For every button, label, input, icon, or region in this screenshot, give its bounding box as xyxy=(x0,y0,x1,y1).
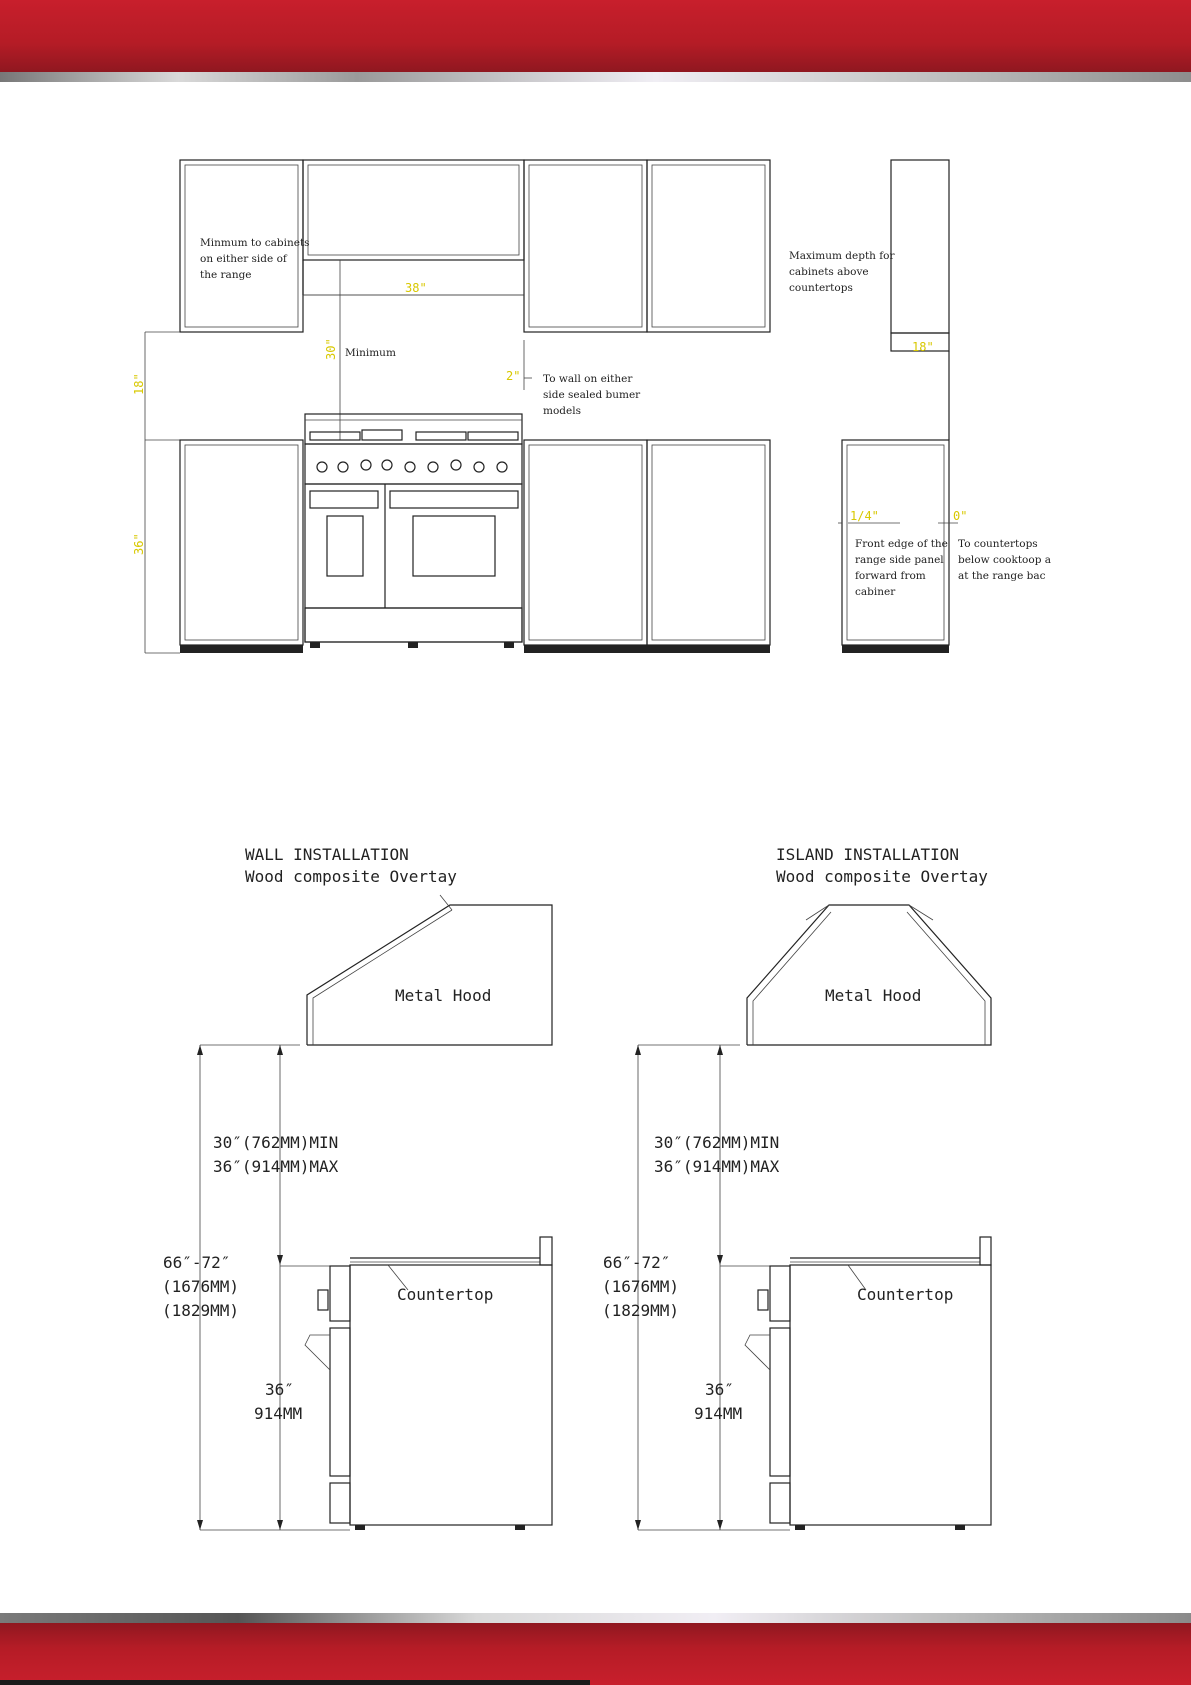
island-total-mm-1: (1676MM) xyxy=(602,1277,680,1296)
island-total-height: 66″-72″ xyxy=(603,1253,671,1272)
wall-subtitle: Wood composite Overtay xyxy=(245,867,457,886)
dim-18: 18" xyxy=(912,340,934,354)
island-gap-min: 30″(762MM)MIN xyxy=(654,1133,780,1152)
range-front-view xyxy=(305,414,522,648)
wall-countertop-label: Countertop xyxy=(397,1285,494,1304)
dim-side-upper: 18" xyxy=(132,373,146,395)
note-max-depth: Maximum depth for cabinets above countertops xyxy=(789,250,895,294)
island-installation xyxy=(602,845,991,1530)
island-countertop-label: Countertop xyxy=(857,1285,954,1304)
note-countertops: To countertops below cooktoop a at the range bac xyxy=(958,538,1052,582)
island-title: ISLAND INSTALLATION xyxy=(776,845,960,864)
island-total-mm-2: (1829MM) xyxy=(602,1301,680,1320)
footer-band xyxy=(0,1623,1191,1685)
footer-bar xyxy=(0,1680,590,1685)
cabinet-elevation xyxy=(132,160,1054,653)
footer-stripe xyxy=(0,1613,1191,1623)
island-range-height: 36″ xyxy=(705,1380,734,1399)
label-minimum: Minimum xyxy=(345,347,396,359)
island-gap-max: 36″(914MM)MAX xyxy=(654,1157,780,1176)
wall-gap-max: 36″(914MM)MAX xyxy=(213,1157,339,1176)
wall-total-mm-1: (1676MM) xyxy=(162,1277,240,1296)
dim-2: 2" xyxy=(506,369,521,383)
wall-range-height-mm: 914MM xyxy=(254,1404,303,1423)
note-front-edge: Front edge of the range side panel forward from cabiner xyxy=(855,538,948,598)
wall-total-height: 66″-72″ xyxy=(163,1253,231,1272)
dim-1-4: 1/4" xyxy=(850,509,879,523)
island-hood-label: Metal Hood xyxy=(825,986,922,1005)
wall-title: WALL INSTALLATION xyxy=(245,845,409,864)
wall-installation xyxy=(162,845,552,1530)
dim-30: 30" xyxy=(324,338,338,360)
wall-total-mm-2: (1829MM) xyxy=(162,1301,240,1320)
wall-hood-label: Metal Hood xyxy=(395,986,492,1005)
wall-range-height: 36″ xyxy=(265,1380,294,1399)
wall-gap-min: 30″(762MM)MIN xyxy=(213,1133,339,1152)
dim-side-lower: 36" xyxy=(132,533,146,555)
dim-right-mark: 0" xyxy=(953,509,968,523)
note-cabinets-side: Minmum to cabinets on either side of the range xyxy=(200,237,310,281)
island-range-height-mm: 914MM xyxy=(694,1404,743,1423)
dim-38: 38" xyxy=(405,281,427,295)
note-wall-side: To wall on either side sealed bumer models xyxy=(543,373,641,417)
island-subtitle: Wood composite Overtay xyxy=(776,867,988,886)
